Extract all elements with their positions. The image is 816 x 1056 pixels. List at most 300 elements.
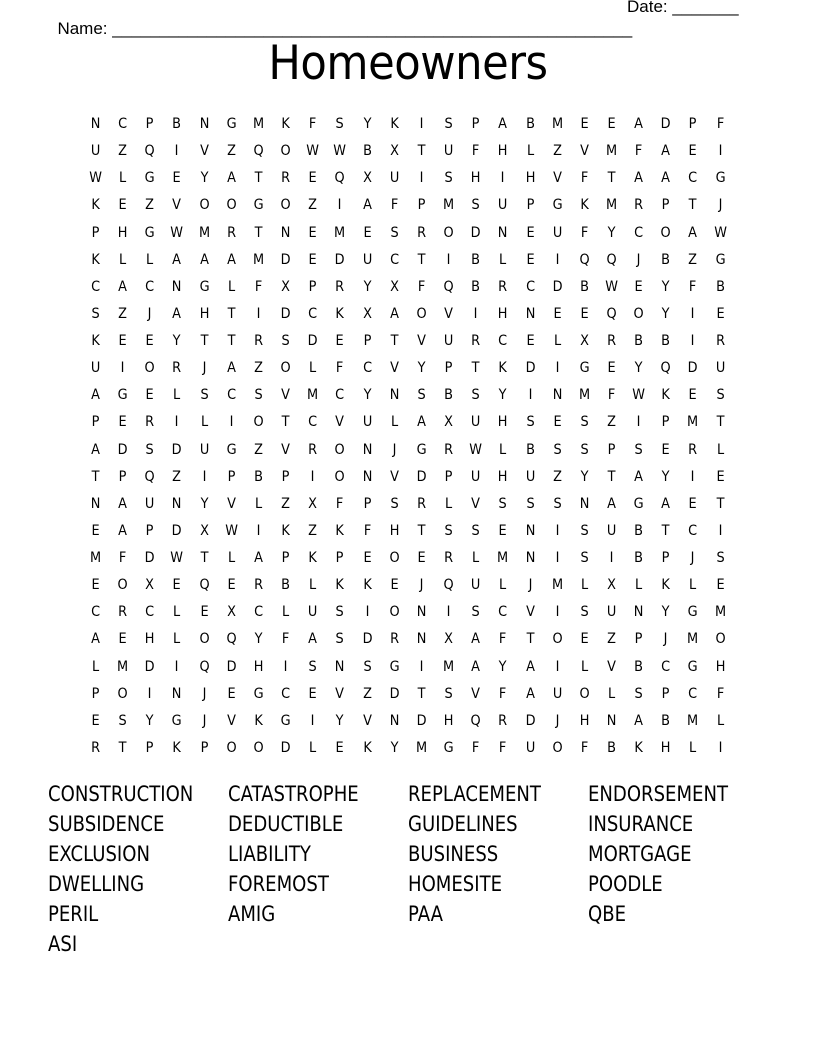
- grid-cell: P: [200, 739, 209, 756]
- grid-cell: S: [335, 116, 345, 132]
- grid-cell: U: [199, 441, 209, 458]
- word-bank-item: INSURANCE: [588, 812, 694, 836]
- grid-cell: D: [280, 305, 291, 322]
- grid-cell: N: [389, 712, 400, 729]
- grid-cell: J: [202, 360, 207, 377]
- grid-cell: U: [443, 143, 454, 160]
- grid-cell: C: [634, 224, 644, 241]
- grid-cell: I: [256, 305, 261, 322]
- grid-cell: R: [335, 278, 345, 295]
- grid-cell: A: [226, 251, 236, 268]
- grid-cell: V: [417, 333, 426, 349]
- grid-cell: O: [199, 631, 210, 648]
- grid-cell: L: [119, 170, 127, 187]
- grid-cell: U: [308, 604, 318, 621]
- grid-cell: Z: [607, 631, 616, 648]
- grid-cell: T: [118, 739, 127, 756]
- grid-cell: Z: [254, 441, 263, 458]
- grid-cell: I: [202, 468, 207, 485]
- grid-cell: O: [552, 739, 563, 756]
- grid-cell: J: [392, 441, 397, 458]
- grid-cell: J: [202, 685, 207, 702]
- grid-cell: I: [283, 658, 288, 675]
- grid-cell: J: [555, 712, 560, 729]
- grid-cell: H: [253, 658, 264, 675]
- grid-cell: E: [308, 251, 317, 268]
- grid-cell: V: [389, 468, 399, 485]
- grid-cell: L: [445, 495, 453, 512]
- grid-cell: U: [362, 251, 372, 268]
- grid-cell: Z: [362, 685, 372, 702]
- grid-cell: A: [525, 658, 535, 675]
- grid-cell: K: [91, 333, 100, 349]
- grid-cell: C: [145, 604, 155, 621]
- word-bank-item: ENDORSEMENT: [588, 782, 729, 806]
- grid-cell: Y: [417, 360, 426, 377]
- grid-cell: Y: [254, 631, 263, 648]
- grid-cell: N: [579, 495, 590, 512]
- grid-cell: R: [607, 333, 617, 349]
- grid-cell: S: [417, 387, 426, 404]
- grid-cell: T: [254, 224, 263, 241]
- grid-cell: R: [416, 495, 426, 512]
- grid-cell: F: [499, 631, 507, 648]
- grid-cell: G: [715, 170, 726, 187]
- grid-cell: V: [444, 305, 454, 322]
- grid-cell: S: [471, 604, 480, 621]
- page-title: Homeowners: [268, 36, 548, 91]
- grid-cell: E: [172, 577, 182, 594]
- grid-cell: S: [91, 305, 100, 322]
- grid-cell: S: [580, 522, 589, 539]
- grid-cell: K: [172, 739, 182, 756]
- grid-cell: O: [334, 468, 346, 485]
- grid-cell: N: [552, 387, 563, 404]
- grid-cell: A: [118, 495, 128, 512]
- grid-cell: L: [472, 550, 480, 566]
- grid-cell: R: [254, 577, 263, 594]
- grid-cell: S: [335, 631, 345, 648]
- grid-cell: V: [607, 658, 616, 675]
- grid-cell: B: [607, 739, 616, 756]
- grid-cell: H: [389, 522, 400, 539]
- grid-cell: W: [89, 170, 102, 187]
- grid-cell: R: [715, 333, 725, 349]
- grid-cell: A: [226, 360, 236, 377]
- word-bank-item: FOREMOST: [228, 872, 329, 896]
- grid-cell: K: [335, 522, 345, 539]
- grid-cell: D: [389, 685, 400, 702]
- grid-cell: R: [254, 333, 263, 349]
- grid-cell: S: [498, 495, 508, 512]
- grid-cell: L: [689, 577, 697, 594]
- grid-cell: R: [688, 441, 698, 458]
- grid-cell: E: [363, 550, 372, 566]
- grid-cell: F: [336, 495, 344, 512]
- grid-cell: K: [661, 577, 671, 594]
- grid-cell: Y: [498, 387, 507, 404]
- grid-cell: I: [501, 170, 505, 187]
- grid-cell: Y: [363, 387, 372, 404]
- grid-cell: I: [446, 604, 451, 621]
- grid-cell: K: [91, 197, 100, 214]
- grid-cell: T: [607, 468, 616, 485]
- grid-cell: P: [661, 197, 670, 214]
- grid-cell: A: [199, 251, 209, 268]
- grid-cell: L: [309, 360, 317, 377]
- grid-cell: L: [499, 441, 507, 458]
- grid-cell: H: [117, 224, 128, 241]
- grid-cell: C: [661, 658, 671, 675]
- grid-cell: D: [688, 360, 698, 377]
- word-bank-item: AMIG: [228, 902, 276, 926]
- grid-cell: F: [580, 739, 589, 756]
- grid-cell: Y: [200, 170, 209, 187]
- grid-cell: S: [390, 495, 399, 512]
- grid-cell: M: [252, 116, 265, 132]
- grid-cell: E: [688, 387, 698, 404]
- word-bank-item: ASI: [48, 932, 78, 956]
- grid-cell: E: [607, 360, 616, 377]
- grid-cell: S: [580, 550, 589, 566]
- grid-cell: D: [335, 251, 345, 268]
- grid-cell: L: [227, 550, 235, 566]
- grid-cell: P: [145, 522, 154, 539]
- grid-cell: U: [471, 577, 481, 594]
- grid-cell: A: [634, 468, 644, 485]
- grid-cell: N: [416, 631, 427, 648]
- word-bank-item: CATASTROPHE: [228, 782, 359, 806]
- grid-cell: E: [661, 441, 670, 458]
- grid-cell: N: [362, 468, 372, 485]
- grid-cell: I: [419, 116, 424, 132]
- grid-cell: K: [281, 116, 290, 132]
- grid-cell: Q: [226, 631, 237, 648]
- grid-cell: F: [499, 685, 507, 702]
- grid-cell: L: [254, 495, 263, 512]
- grid-cell: P: [91, 414, 100, 431]
- grid-cell: E: [580, 116, 589, 132]
- grid-cell: A: [389, 305, 399, 322]
- grid-cell: P: [308, 278, 317, 295]
- grid-cell: N: [280, 224, 291, 241]
- grid-cell: N: [525, 550, 535, 566]
- grid-cell: S: [200, 387, 209, 404]
- grid-cell: I: [555, 604, 560, 621]
- grid-cell: E: [335, 739, 345, 756]
- grid-cell: Z: [172, 468, 182, 485]
- grid-cell: S: [444, 170, 453, 187]
- grid-cell: T: [417, 685, 426, 702]
- grid-cell: C: [498, 604, 508, 621]
- grid-cell: U: [443, 333, 454, 349]
- grid-cell: R: [226, 224, 236, 241]
- grid-cell: Z: [688, 251, 698, 268]
- grid-cell: K: [580, 197, 589, 214]
- grid-cell: T: [200, 550, 209, 566]
- grid-cell: Z: [118, 143, 128, 160]
- grid-cell: K: [335, 577, 345, 594]
- grid-cell: E: [335, 333, 345, 349]
- grid-cell: L: [607, 685, 616, 702]
- grid-cell: G: [715, 251, 726, 268]
- grid-cell: R: [498, 278, 508, 295]
- grid-cell: G: [226, 116, 237, 132]
- grid-cell: P: [145, 116, 154, 132]
- grid-cell: L: [227, 278, 235, 295]
- grid-cell: N: [389, 387, 400, 404]
- grid-cell: A: [661, 170, 671, 187]
- grid-cell: H: [443, 712, 454, 729]
- grid-cell: B: [661, 712, 671, 729]
- grid-cell: P: [607, 441, 616, 458]
- grid-cell: B: [715, 278, 725, 295]
- grid-cell: R: [498, 712, 508, 729]
- grid-cell: I: [473, 305, 478, 322]
- grid-cell: L: [635, 577, 643, 594]
- grid-cell: S: [254, 387, 263, 404]
- grid-cell: Y: [363, 116, 372, 132]
- grid-cell: S: [471, 522, 480, 539]
- grid-cell: I: [636, 414, 641, 431]
- grid-cell: B: [471, 278, 481, 295]
- grid-cell: T: [607, 170, 616, 187]
- grid-cell: P: [661, 550, 670, 566]
- grid-cell: X: [281, 278, 291, 295]
- grid-cell: S: [716, 550, 725, 566]
- grid-cell: D: [172, 522, 183, 539]
- grid-cell: N: [335, 658, 345, 675]
- grid-cell: Y: [390, 739, 399, 756]
- grid-cell: S: [118, 712, 127, 729]
- grid-cell: V: [389, 360, 399, 377]
- grid-cell: F: [119, 550, 127, 566]
- grid-cell: B: [281, 577, 291, 594]
- grid-cell: S: [553, 495, 562, 512]
- grid-cell: A: [471, 658, 481, 675]
- grid-cell: J: [202, 712, 207, 729]
- grid-cell: T: [200, 333, 209, 349]
- grid-cell: F: [716, 685, 724, 702]
- grid-cell: P: [281, 468, 290, 485]
- grid-cell: E: [363, 224, 372, 241]
- grid-cell: O: [633, 305, 644, 322]
- date-field-label: Date: _______: [627, 0, 739, 16]
- grid-cell: R: [308, 441, 318, 458]
- grid-cell: N: [362, 441, 372, 458]
- grid-cell: N: [416, 604, 427, 621]
- grid-cell: T: [417, 143, 426, 160]
- grid-cell: F: [499, 739, 507, 756]
- grid-cell: Y: [580, 468, 589, 485]
- grid-cell: O: [144, 360, 155, 377]
- grid-cell: S: [525, 414, 535, 431]
- grid-cell: I: [175, 658, 179, 675]
- grid-cell: I: [555, 251, 560, 268]
- grid-cell: P: [91, 224, 100, 241]
- grid-cell: E: [91, 522, 100, 539]
- word-bank-item: GUIDELINES: [408, 812, 518, 836]
- grid-cell: N: [606, 712, 617, 729]
- grid-cell: U: [389, 170, 400, 187]
- grid-cell: R: [416, 224, 426, 241]
- grid-cell: F: [716, 116, 724, 132]
- grid-cell: B: [254, 468, 263, 485]
- grid-cell: K: [498, 360, 508, 377]
- grid-cell: C: [688, 522, 698, 539]
- grid-cell: Z: [607, 414, 616, 431]
- grid-cell: I: [175, 414, 179, 431]
- grid-cell: A: [607, 495, 616, 512]
- grid-cell: F: [254, 278, 263, 295]
- grid-cell: A: [688, 224, 698, 241]
- grid-cell: G: [688, 604, 699, 621]
- grid-cell: Q: [144, 143, 155, 160]
- grid-cell: J: [663, 631, 668, 648]
- grid-cell: A: [226, 170, 236, 187]
- grid-cell: A: [91, 631, 100, 648]
- grid-cell: Y: [200, 495, 209, 512]
- grid-cell: P: [689, 116, 697, 132]
- grid-cell: S: [580, 414, 589, 431]
- grid-cell: K: [335, 305, 345, 322]
- grid-cell: A: [172, 305, 182, 322]
- grid-cell: E: [308, 170, 317, 187]
- grid-cell: F: [309, 116, 317, 132]
- grid-cell: O: [117, 577, 128, 594]
- grid-cell: N: [172, 495, 182, 512]
- grid-cell: D: [552, 278, 563, 295]
- grid-cell: G: [443, 739, 454, 756]
- grid-cell: E: [634, 278, 643, 295]
- grid-cell: P: [118, 468, 127, 485]
- grid-cell: F: [281, 631, 290, 648]
- grid-cell: N: [525, 305, 535, 322]
- grid-cell: W: [713, 224, 727, 241]
- grid-cell: R: [389, 631, 399, 648]
- grid-cell: Z: [254, 360, 263, 377]
- grid-cell: J: [718, 197, 723, 214]
- grid-cell: B: [362, 143, 372, 160]
- grid-cell: L: [119, 251, 127, 268]
- grid-cell: P: [145, 739, 154, 756]
- grid-cell: O: [117, 685, 128, 702]
- grid-cell: O: [660, 224, 671, 241]
- grid-cell: G: [633, 495, 644, 512]
- grid-cell: E: [688, 495, 698, 512]
- grid-cell: D: [226, 658, 237, 675]
- word-bank-item: SUBSIDENCE: [48, 812, 165, 836]
- grid-cell: P: [661, 685, 670, 702]
- grid-cell: G: [199, 278, 210, 295]
- grid-cell: P: [444, 360, 453, 377]
- grid-cell: C: [281, 685, 291, 702]
- grid-cell: O: [226, 739, 237, 756]
- grid-cell: T: [227, 305, 236, 322]
- grid-cell: N: [172, 278, 182, 295]
- word-bank-item: CONSTRUCTION: [48, 782, 194, 806]
- grid-cell: G: [416, 441, 427, 458]
- grid-cell: R: [118, 604, 128, 621]
- grid-cell: N: [498, 224, 508, 241]
- grid-cell: I: [419, 170, 424, 187]
- grid-cell: K: [390, 116, 399, 132]
- grid-cell: O: [280, 143, 291, 160]
- grid-cell: Y: [336, 712, 344, 729]
- grid-cell: T: [254, 170, 263, 187]
- grid-cell: Z: [145, 197, 155, 214]
- grid-cell: B: [172, 116, 182, 132]
- grid-cell: S: [335, 604, 345, 621]
- grid-cell: P: [634, 631, 643, 648]
- grid-cell: A: [471, 631, 481, 648]
- grid-cell: M: [551, 116, 563, 132]
- grid-cell: E: [553, 414, 562, 431]
- word-bank-item: MORTGAGE: [588, 842, 692, 866]
- grid-cell: F: [580, 224, 589, 241]
- grid-cell: V: [335, 414, 345, 431]
- grid-cell: Q: [443, 577, 454, 594]
- grid-cell: P: [363, 333, 372, 349]
- grid-cell: K: [281, 522, 290, 539]
- grid-cell: M: [90, 550, 102, 566]
- grid-cell: G: [552, 197, 563, 214]
- grid-cell: U: [471, 468, 481, 485]
- grid-cell: P: [363, 495, 372, 512]
- grid-cell: I: [419, 658, 424, 675]
- grid-cell: O: [552, 631, 563, 648]
- grid-cell: R: [145, 414, 155, 431]
- grid-cell: E: [308, 224, 317, 241]
- grid-cell: V: [281, 441, 291, 458]
- grid-cell: D: [144, 550, 155, 566]
- grid-cell: T: [227, 333, 236, 349]
- grid-cell: A: [362, 197, 372, 214]
- grid-cell: W: [170, 224, 184, 241]
- grid-cell: U: [606, 604, 617, 621]
- grid-cell: S: [363, 658, 372, 675]
- grid-cell: O: [199, 197, 210, 214]
- grid-cell: J: [147, 305, 152, 322]
- grid-cell: K: [91, 251, 100, 268]
- grid-cell: X: [444, 631, 454, 648]
- grid-cell: D: [117, 441, 128, 458]
- grid-cell: J: [419, 577, 424, 594]
- grid-cell: T: [716, 414, 725, 431]
- grid-cell: Q: [334, 170, 346, 187]
- grid-cell: G: [144, 224, 155, 241]
- grid-cell: G: [280, 712, 291, 729]
- grid-cell: S: [471, 387, 480, 404]
- grid-cell: P: [444, 468, 453, 485]
- grid-cell: E: [716, 305, 725, 322]
- grid-cell: S: [281, 333, 290, 349]
- grid-cell: A: [172, 251, 182, 268]
- grid-cell: E: [118, 333, 127, 349]
- grid-cell: I: [691, 468, 695, 485]
- grid-cell: S: [580, 604, 589, 621]
- grid-cell: U: [552, 224, 562, 241]
- grid-cell: P: [91, 685, 100, 702]
- grid-cell: H: [498, 305, 508, 322]
- grid-cell: C: [688, 170, 698, 187]
- grid-cell: K: [254, 712, 263, 729]
- grid-cell: X: [579, 333, 589, 349]
- grid-cell: I: [175, 143, 179, 160]
- grid-cell: W: [170, 550, 184, 566]
- grid-cell: C: [498, 333, 508, 349]
- grid-cell: O: [389, 604, 400, 621]
